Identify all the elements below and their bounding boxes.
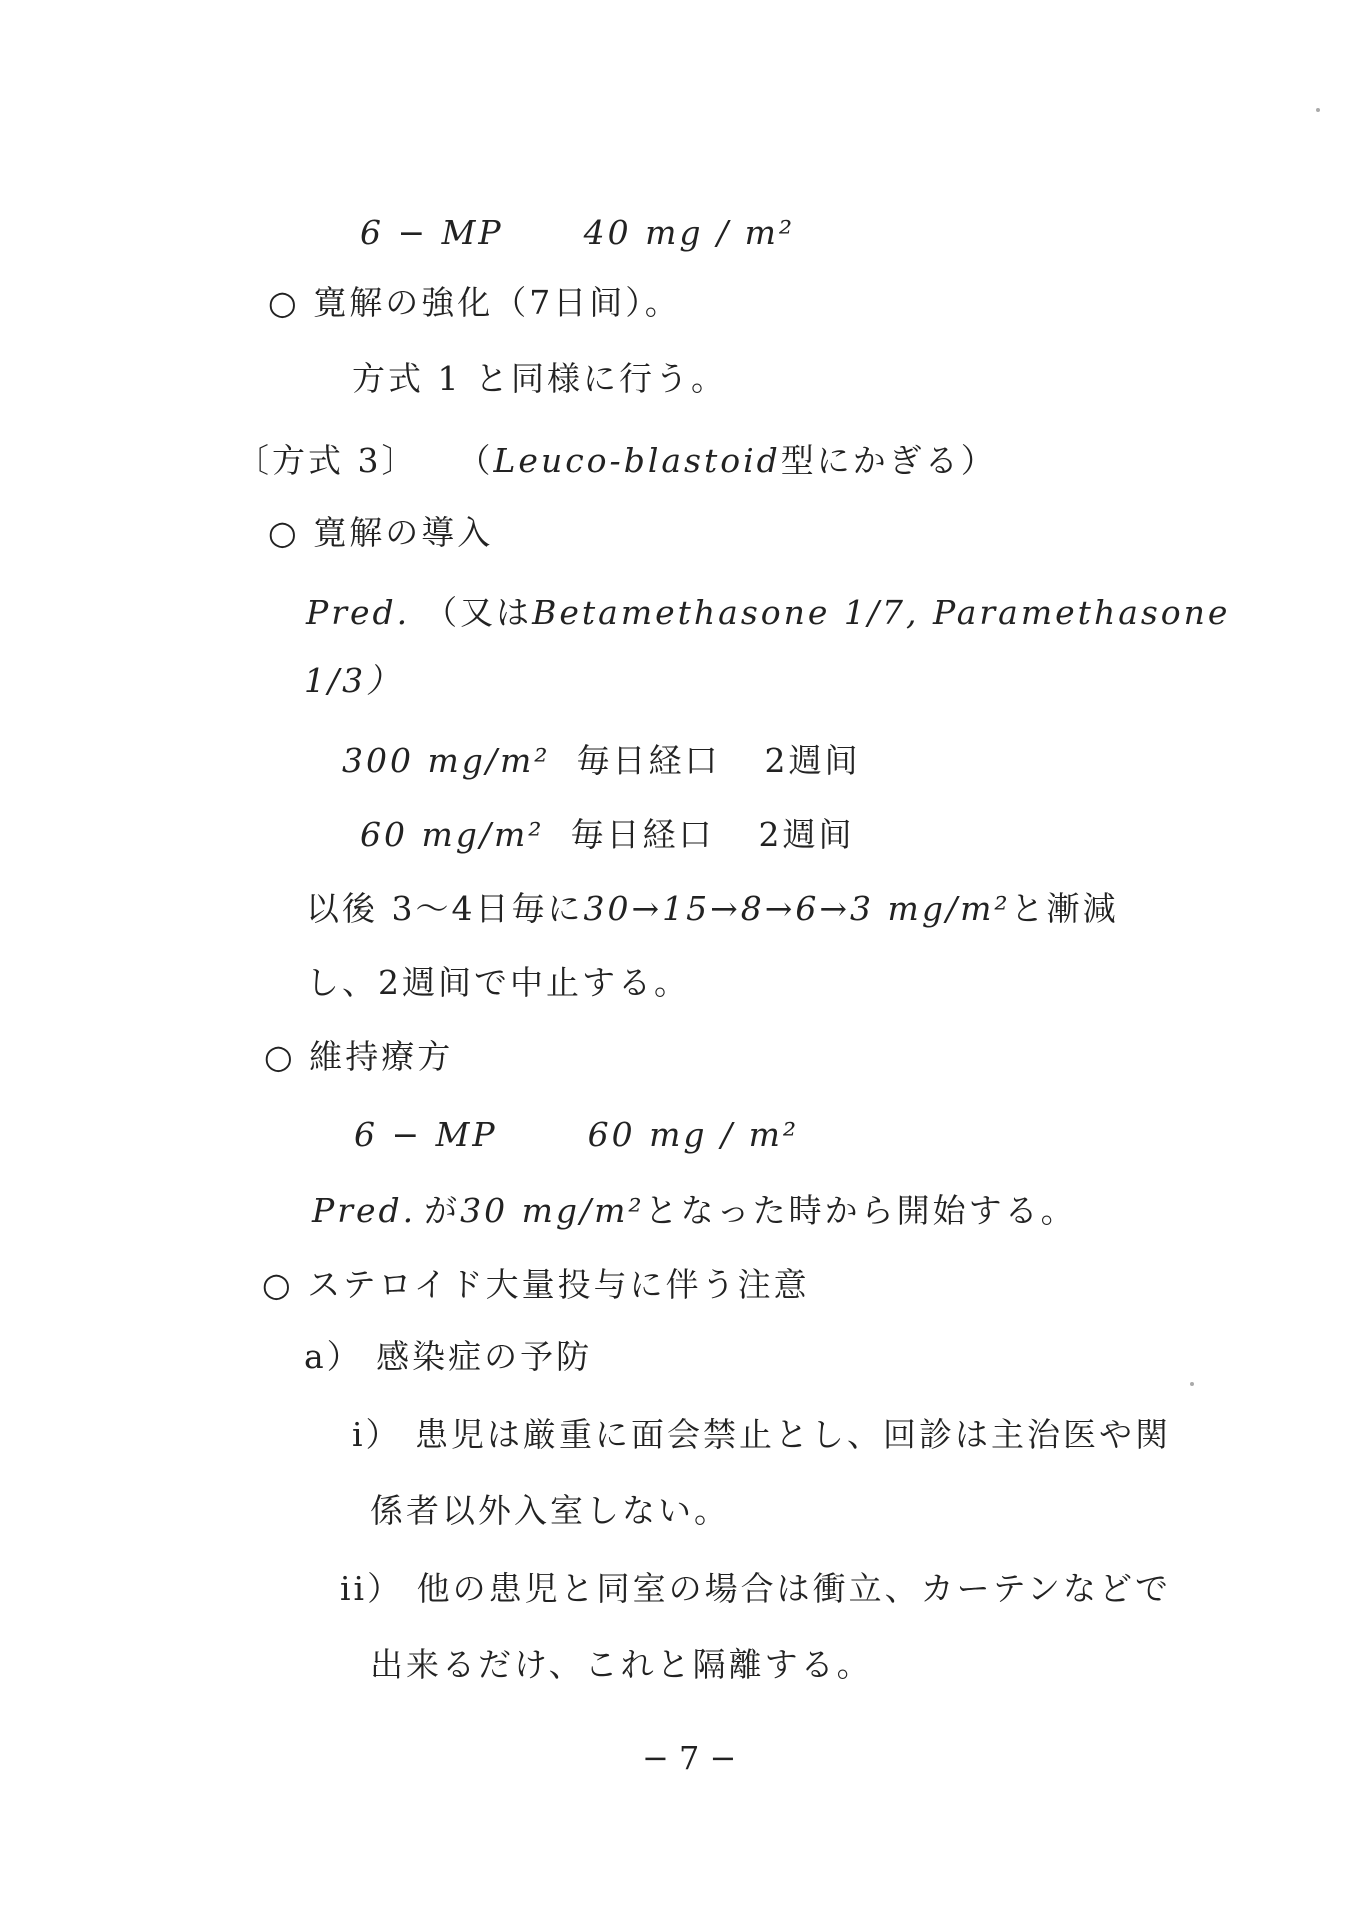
method-3-label: 〔方式 3〕: [236, 441, 418, 480]
dose: 40 mg / m²: [583, 213, 796, 252]
scan-speck: [1190, 1382, 1194, 1386]
line-300mg-dose: 300 mg/m² 毎日経口 2週间: [342, 741, 861, 780]
line-pred-start-timing: Pred. が30 mg/m²となった時から開始する。: [312, 1191, 1077, 1230]
line-isolation-cont: 出来るだけ、これと隔離する。: [370, 1645, 873, 1684]
line-isolation: ii） 他の患児と同室の場合は衝立、カーテンなどで: [340, 1569, 1171, 1608]
line-remission-consolidation: ○ 寛解の強化（7日间）。: [268, 283, 681, 322]
line-6mp-dose-2: [354, 1114, 799, 1156]
line-remission-induction: ○ 寛解の導入: [268, 513, 494, 552]
dose: 300 mg/m²: [342, 741, 551, 780]
line-pred-alternatives: Pred. （又はBetamethasone 1/7, Paramethasone: [306, 593, 1231, 632]
tapering-doses: 30→15→8→6→3 mg/m²: [583, 889, 1011, 928]
line-60mg-dose: 60 mg/m² 毎日経口 2週间: [360, 815, 855, 854]
line-maintenance-therapy: ○ 維持療方: [264, 1037, 454, 1076]
leuco-blastoid-term: Leuco-blastoid: [493, 441, 781, 480]
line-tapering: 以後 3〜4日毎に30→15→8→6→3 mg/m²と漸減: [306, 889, 1119, 928]
line-method-3-heading: 〔方式 3〕 （Leuco-blastoid型にかぎる）: [236, 441, 997, 480]
scan-speck: [1316, 108, 1320, 112]
dose: 60 mg/m²: [360, 815, 545, 854]
line-visitor-restriction: i） 患児は厳重に面会禁止とし、回診は主治医や関: [352, 1415, 1172, 1454]
pred-label: Pred.: [306, 593, 411, 632]
line-stop-after-2-weeks: し、2週间で中止する。: [306, 963, 690, 1002]
line-same-as-method-1: 方式 1 と同様に行う。: [352, 359, 727, 398]
drug-name: 6 − MP: [360, 213, 504, 252]
dose: 60 mg / m²: [587, 1115, 800, 1154]
pred-label: Pred.: [312, 1191, 417, 1230]
line-visitor-restriction-cont: 係者以外入室しない。: [370, 1491, 730, 1530]
line-ratio-continuation: 1/3）: [304, 661, 403, 700]
line-steroid-precautions: ○ ステロイド大量投与に伴う注意: [262, 1265, 810, 1304]
page-number: − 7 −: [642, 1739, 737, 1777]
dose: 30 mg/m²: [460, 1191, 645, 1230]
alternative-steroids: Betamethasone 1/7, Paramethasone: [532, 593, 1231, 632]
drug-name: 6 − MP: [354, 1115, 498, 1154]
line-infection-prevention: a） 感染症の予防: [304, 1337, 593, 1376]
line-6mp-dose-1: [360, 212, 795, 254]
